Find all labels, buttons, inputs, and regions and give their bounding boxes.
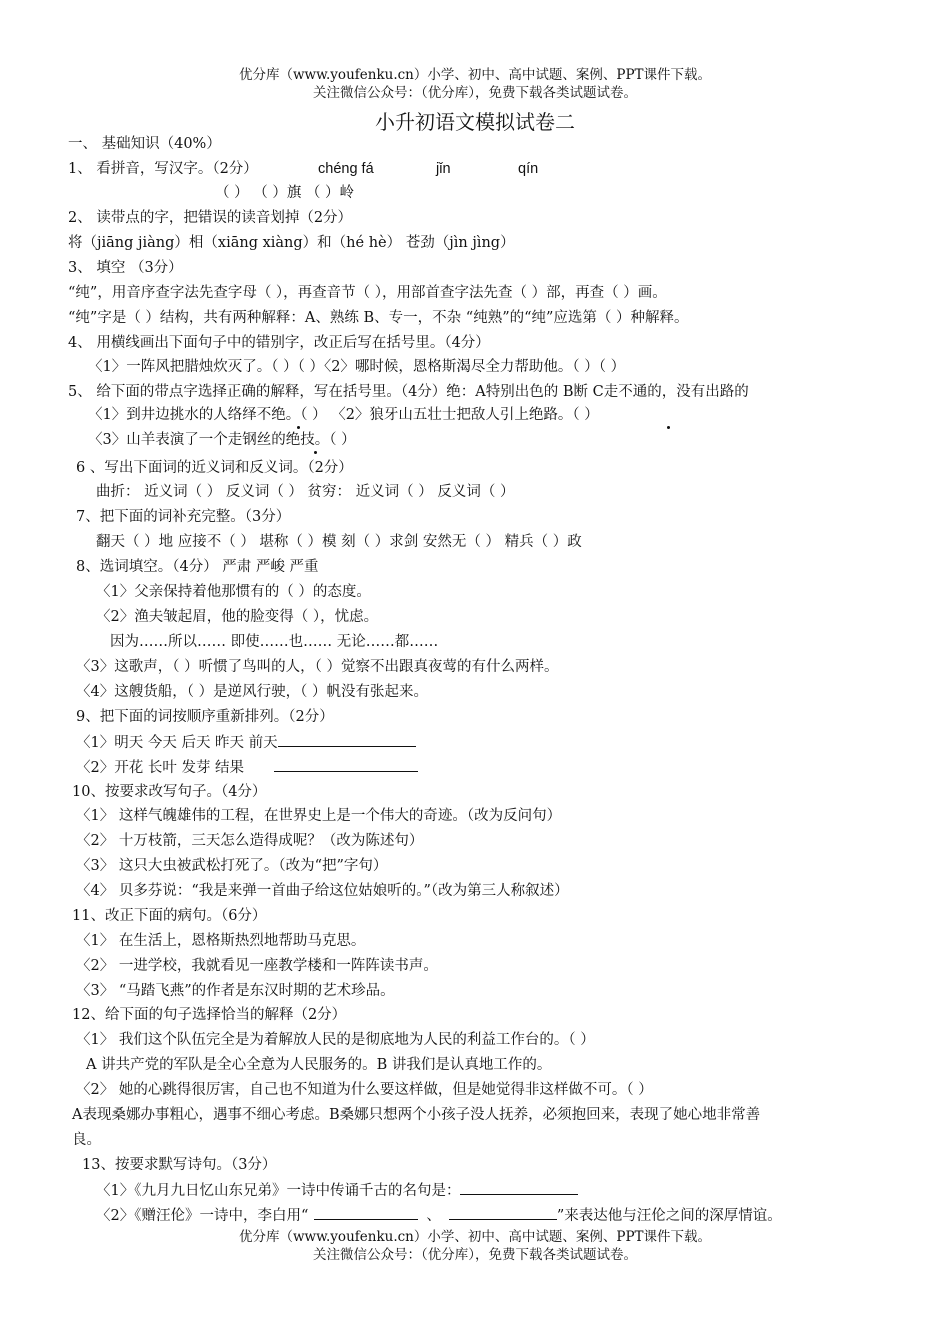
- q13-item-2: [96, 1205, 782, 1226]
- q4-items: 〈1〉一阵风把腊烛炊灭了。（ ）（ ）〈2〉哪时候，恩格斯渴尽全力帮助他。（ ）（ ）: [88, 359, 626, 375]
- emphasis-dot: [667, 426, 670, 429]
- q10-item-1: 〈1〉 这样气魄雄伟的工程，在世界史上是一个伟大的奇迹。（改为反问句）: [76, 808, 562, 824]
- q12-item-2-options-cont: 良。: [72, 1132, 101, 1148]
- q6-prompt: 6 、写出下面词的近义词和反义词。（2分）: [76, 460, 353, 476]
- q10-prompt: 10、按要求改写句子。（4分）: [72, 784, 267, 800]
- q2-prompt: 2、 读带点的字，把错误的读音划掉（2分）: [68, 210, 353, 226]
- footer-line-1: 优分库（www.youfenku.cn）小学、初中、高中试题、案例、PPT课件下载。: [238, 1229, 712, 1245]
- header-line-2: 关注微信公众号：（优分库），免费下载各类试题试卷。: [313, 85, 637, 101]
- q11-item-1: 〈1〉 在生活上，恩格斯热烈地帮助马克思。: [76, 933, 366, 949]
- section-1-heading: 一、 基础知识（40%）: [68, 136, 221, 152]
- q13-item-1-text: 〈1〉《九月九日忆山东兄弟》一诗中传诵千古的名句是：: [96, 1183, 461, 1199]
- q1-prompt: 1、 看拼音，写汉字。（2分）: [68, 161, 258, 177]
- q5-item-3: 〈3〉山羊表演了一个走钢丝的绝技。（ ）: [88, 432, 356, 448]
- header-line-1: 优分库（www.youfenku.cn）小学、初中、高中试题、案例、PPT课件下载。: [238, 67, 712, 83]
- q13-item-1: [96, 1180, 578, 1201]
- q8-item-4: 〈4〉这艘货船，（ ）是逆风行驶，（ ）帆没有张起来。: [76, 684, 428, 700]
- q1-pinyin-2: jǐn: [436, 161, 451, 177]
- q10-item-4: 〈4〉 贝多芬说：“我是来弹一首曲子给这位姑娘听的。”（改为第三人称叙述）: [76, 883, 569, 899]
- q5-prompt: 5、 给下面的带点字选择正确的解释，写在括号里。（4分）绝：A特别出色的 B断 C走不通的，没有出路的: [68, 384, 749, 400]
- q9-item-1: [76, 732, 416, 753]
- q5-item-1-2: 〈1〉到井边挑水的人络绎不绝。（ ） 〈2〉狼牙山五壮士把敌人引上绝路。（ ）: [88, 407, 599, 423]
- page-title: 小升初语文模拟试卷二: [375, 110, 575, 134]
- q10-item-2: 〈2〉 十万枝箭，三天怎么造得成呢？（改为陈述句）: [76, 833, 424, 849]
- answer-blank[interactable]: [460, 1180, 578, 1195]
- q9-item-2-text: 〈2〉开花 长叶 发芽 结果: [76, 760, 245, 776]
- q12-item-1-options: A 讲共产党的军队是全心全意为人民服务的。B 讲我们是认真地工作的。: [86, 1057, 552, 1073]
- answer-blank[interactable]: [274, 757, 418, 772]
- emphasis-dot: [297, 426, 300, 429]
- q2-item: 将（jiāng jiàng）相（xiāng xiàng）和（hé hè） 苍劲（jìn jìng）: [68, 235, 515, 251]
- q1-pinyin-3: qín: [518, 161, 539, 177]
- q3-prompt: 3、 填空 （3分）: [68, 260, 183, 276]
- q13-separator: 、: [426, 1208, 441, 1224]
- q4-prompt: 4、 用横线画出下面句子中的错别字，改正后写在括号里。（4分）: [68, 335, 490, 351]
- q12-item-2: 〈2〉 她的心跳得很厉害，自己也不知道为什么要这样做，但是她觉得非这样做不可。（ ）: [76, 1082, 653, 1098]
- q8-item-2: 〈2〉渔夫皱起眉，他的脸变得（ ），忧虑。: [96, 609, 379, 625]
- q13-item-2-text: 〈2〉《赠汪伦》一诗中，李白用“: [96, 1208, 309, 1224]
- answer-blank[interactable]: [314, 1205, 418, 1220]
- q13-item-2-end: ”来表达他与汪伦之间的深厚情谊。: [556, 1208, 782, 1224]
- q11-item-3: 〈3〉 “马踏飞燕”的作者是东汉时期的艺术珍品。: [76, 983, 395, 999]
- q12-item-1: 〈1〉 我们这个队伍完全是为着解放人民的是彻底地为人民的利益工作台的。（ ）: [76, 1032, 595, 1048]
- q12-item-2-options: A表现桑娜办事粗心，遇事不细心考虑。B桑娜只想两个小孩子没人抚养，必须抱回来，表现了她心地非常善: [72, 1107, 761, 1123]
- q11-prompt: 11、改正下面的病句。（6分）: [72, 908, 267, 924]
- q8-word-choices: 因为……所以…… 即使……也…… 无论……都……: [110, 634, 439, 650]
- q12-prompt: 12、给下面的句子选择恰当的解释（2分）: [72, 1007, 347, 1023]
- emphasis-dot: [314, 451, 317, 454]
- q3-line-1: “纯”，用音序查字法先查字母（ ），再查音节（ ），用部首查字法先查（ ）部，再查（ ）画。: [68, 285, 667, 301]
- q6-items: 曲折： 近义词（ ） 反义词（ ） 贫穷： 近义词（ ） 反义词（ ）: [96, 484, 515, 500]
- q3-line-2: “纯”字是（ ）结构，共有两种解释：A、熟练 B、专一，不杂 “纯熟”的“纯”应选第（ ）种解释。: [68, 310, 689, 326]
- q7-items: 翻天（ ）地 应接不（ ） 堪称（ ）模 刻（ ）求剑 安然无（ ） 精兵（ ）政: [96, 534, 582, 550]
- answer-blank[interactable]: [278, 732, 416, 747]
- q9-prompt: 9、把下面的词按顺序重新排列。（2分）: [76, 709, 334, 725]
- q8-prompt: 8、选词填空。（4分） 严肃 严峻 严重: [76, 559, 319, 575]
- q8-item-3: 〈3〉这歌声，（ ）听惯了鸟叫的人，（ ）觉察不出跟真夜莺的有什么两样。: [76, 659, 559, 675]
- q1-blanks: （ ） （ ）旗 （ ）岭: [215, 185, 355, 201]
- q10-item-3: 〈3〉 这只大虫被武松打死了。（改为“把”字句）: [76, 858, 388, 874]
- q7-prompt: 7、把下面的词补充完整。（3分）: [76, 509, 291, 525]
- footer-line-2: 关注微信公众号：（优分库），免费下载各类试题试卷。: [313, 1247, 637, 1263]
- answer-blank[interactable]: [449, 1205, 557, 1220]
- q8-item-1: 〈1〉父亲保持着他那惯有的（ ）的态度。: [96, 584, 371, 600]
- q9-item-1-text: 〈1〉明天 今天 后天 昨天 前天: [76, 735, 278, 751]
- q13-prompt: 13、按要求默写诗句。（3分）: [82, 1157, 277, 1173]
- q9-item-2: [76, 757, 418, 778]
- q11-item-2: 〈2〉 一进学校，我就看见一座教学楼和一阵阵读书声。: [76, 958, 438, 974]
- q1-pinyin-1: chéng fá: [318, 161, 374, 177]
